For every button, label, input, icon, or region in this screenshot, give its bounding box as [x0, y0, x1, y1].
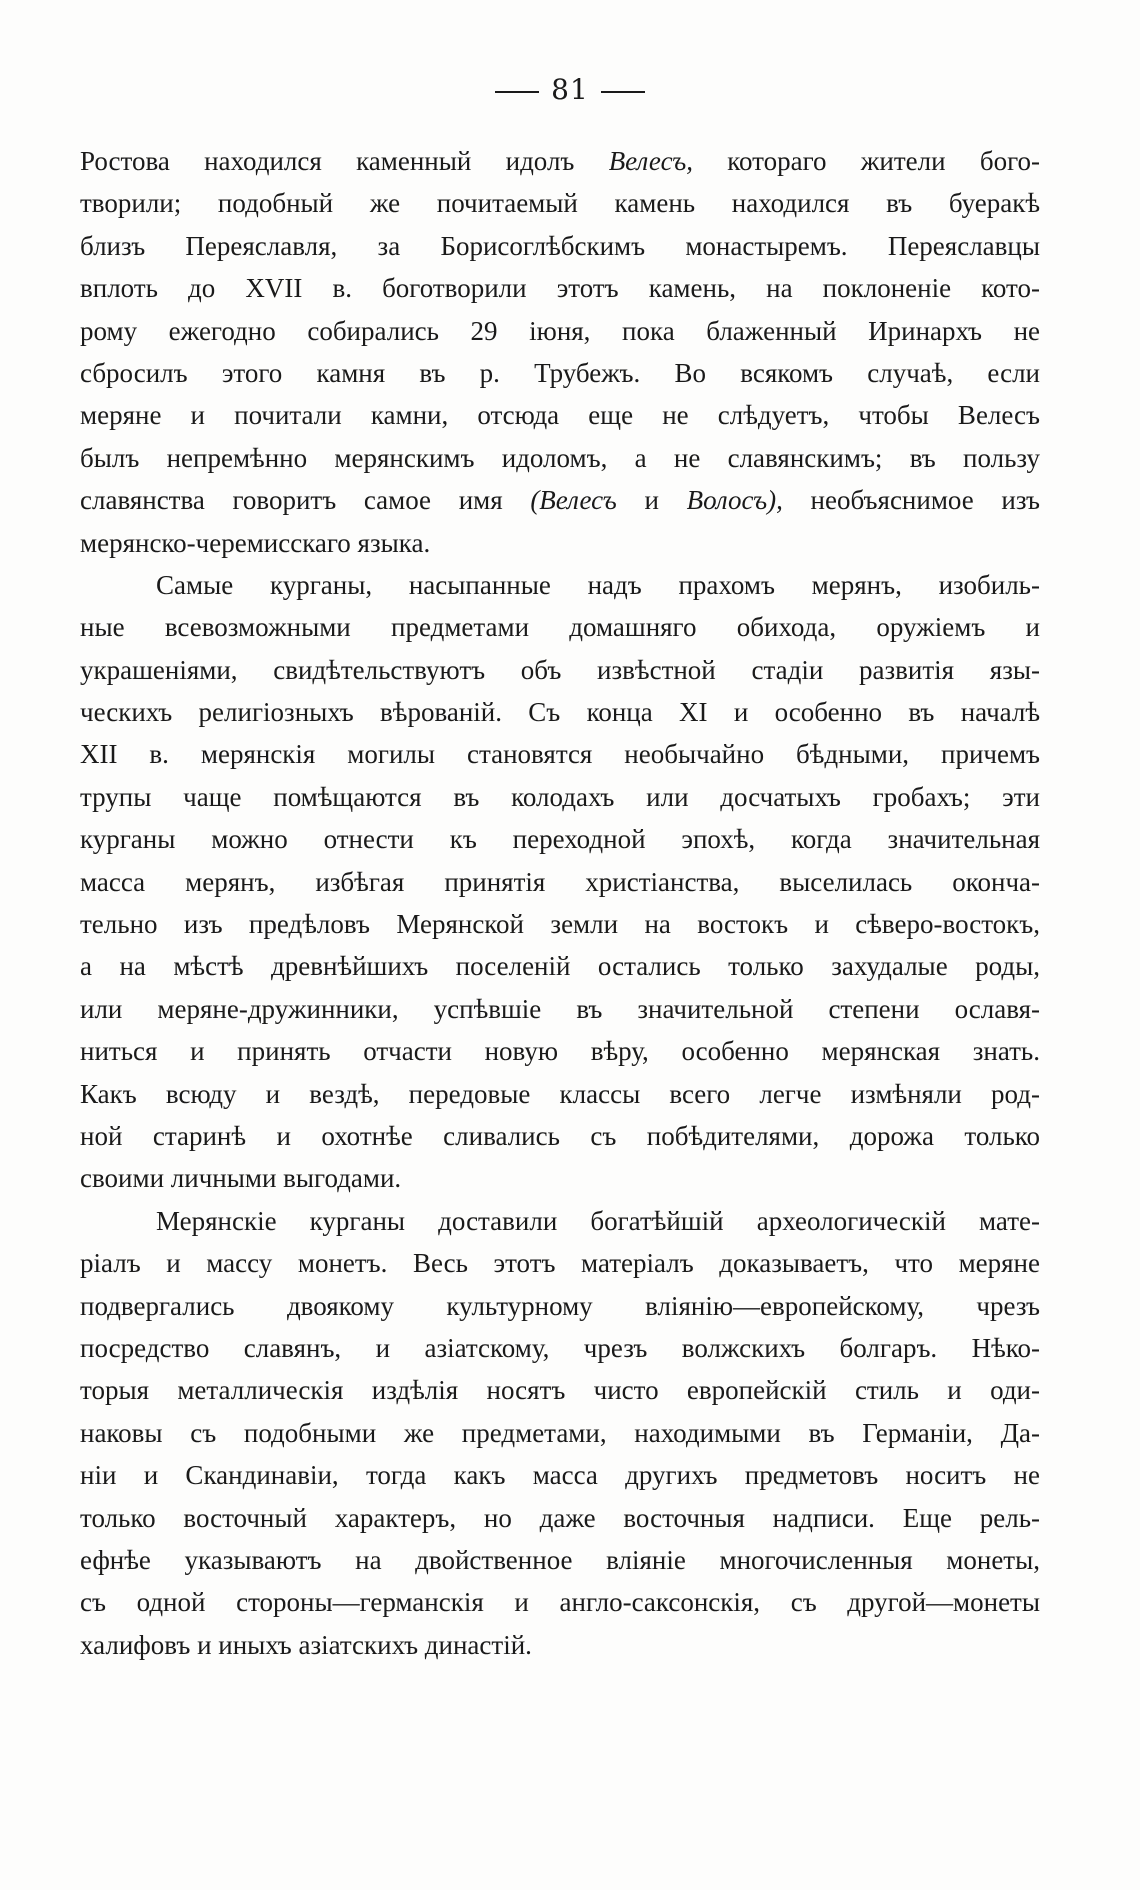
- text-line: торыя металлическія издѣлія носятъ чисто европейскій стиль и оди-: [80, 1375, 1040, 1406]
- text-line: халифовъ и иныхъ азіатскихъ династій.: [80, 1629, 532, 1660]
- page-number: 81: [551, 73, 589, 106]
- text-line: рому ежегодно собирались 29 іюня, пока блаженный Иринархъ не: [80, 315, 1040, 346]
- header-dash-right: [601, 91, 645, 93]
- text-line: Мерянскіе курганы доставили богатѣйшій археологическій мате-: [156, 1205, 1040, 1236]
- text-line: тельно изъ предѣловъ Мерянской земли на востокъ и сѣверо-востокъ,: [80, 909, 1040, 940]
- text-line: сбросилъ этого камня въ р. Трубежъ. Во всякомъ случаѣ, если: [80, 357, 1040, 388]
- text-line: только восточный характеръ, но даже восточныя надписи. Еще рель-: [80, 1502, 1040, 1533]
- text-line: былъ непремѣнно мерянскимъ идоломъ, а не славянскимъ; въ пользу: [80, 442, 1040, 473]
- paragraph-2: [80, 564, 1040, 1200]
- text-line: ефнѣе указываютъ на двойственное вліяніе многочисленныя монеты,: [80, 1544, 1040, 1575]
- body-text: [80, 140, 1040, 1666]
- text-line: ріалъ и массу монетъ. Весь этотъ матеріалъ доказываетъ, что меряне: [80, 1248, 1040, 1279]
- text-line: Ростова находился каменный идолъ Велесъ, котораго жители бого-: [80, 146, 1040, 176]
- text-line: своими личными выгодами.: [80, 1163, 402, 1194]
- text-line: XII в. мерянскія могилы становятся необычайно бѣдными, причемъ: [80, 739, 1040, 770]
- text-line: ной старинѣ и охотнѣе сливались съ побѣдителями, дорожа только: [80, 1120, 1040, 1151]
- text-line: ческихъ религіозныхъ вѣрованій. Съ конца XI и особенно въ началѣ: [80, 697, 1040, 728]
- text-line: мерянско-черемисскаго языка.: [80, 527, 431, 558]
- text-line: наковы съ подобными же предметами, находимыми въ Германіи, Да-: [80, 1417, 1040, 1448]
- text-line: или меряне-дружинники, успѣвшіе въ значительной степени ославя-: [80, 993, 1040, 1024]
- text-line: украшеніями, свидѣтельствуютъ объ извѣстной стадіи развитія язы-: [80, 654, 1040, 685]
- page-header: [0, 72, 1140, 108]
- text-line: а на мѣстѣ древнѣйшихъ поселеній остались только захудалые роды,: [80, 951, 1040, 982]
- italic-term: Волосъ),: [686, 485, 783, 516]
- text-line: подвергались двоякому культурному вліянію—европейскому, чрезъ: [80, 1290, 1040, 1321]
- text-line: вплоть до XVII в. боготворили этотъ камень, на поклоненіе кото-: [80, 273, 1040, 304]
- text-line: славянства говоритъ самое имя (Велесъ и Волосъ), необъяснимое изъ: [80, 485, 1040, 516]
- text-line: близъ Переяславля, за Борисоглѣбскимъ монастыремъ. Переяславцы: [80, 230, 1040, 261]
- text-line: посредство славянъ, и азіатскому, чрезъ волжскихъ болгаръ. Нѣко-: [80, 1332, 1040, 1363]
- text-line: съ одной стороны—германскія и англо-саксонскія, съ другой—монеты: [80, 1587, 1040, 1618]
- text-line: курганы можно отнести къ переходной эпохѣ, когда значительная: [80, 824, 1040, 855]
- text-line: Какъ всюду и вездѣ, передовые классы всего легче измѣняли род-: [80, 1078, 1040, 1109]
- text-line: Самые курганы, насыпанные надъ прахомъ мерянъ, изобиль-: [156, 569, 1040, 600]
- text-line: трупы чаще помѣщаются въ колодахъ или досчатыхъ гробахъ; эти: [80, 781, 1040, 812]
- text-line: ніи и Скандинавіи, тогда какъ масса другихъ предметовъ носитъ не: [80, 1460, 1040, 1491]
- text-line: меряне и почитали камни, отсюда еще не слѣдуетъ, чтобы Велесъ: [80, 400, 1040, 431]
- text-line: творили; подобный же почитаемый камень находился въ буеракѣ: [80, 188, 1040, 219]
- text-line: масса мерянъ, избѣгая принятія христіанства, выселилась оконча-: [80, 866, 1040, 897]
- header-dash-left: [495, 91, 539, 93]
- text-line: ниться и принять отчасти новую вѣру, особенно мерянская знать.: [80, 1036, 1040, 1067]
- text-line: ные всевозможными предметами домашняго обихода, оружіемъ и: [80, 612, 1040, 643]
- italic-term: Велесъ,: [608, 146, 693, 176]
- italic-term: (Велесъ: [530, 485, 617, 516]
- paragraph-1: [80, 140, 1040, 564]
- paragraph-3: [80, 1200, 1040, 1666]
